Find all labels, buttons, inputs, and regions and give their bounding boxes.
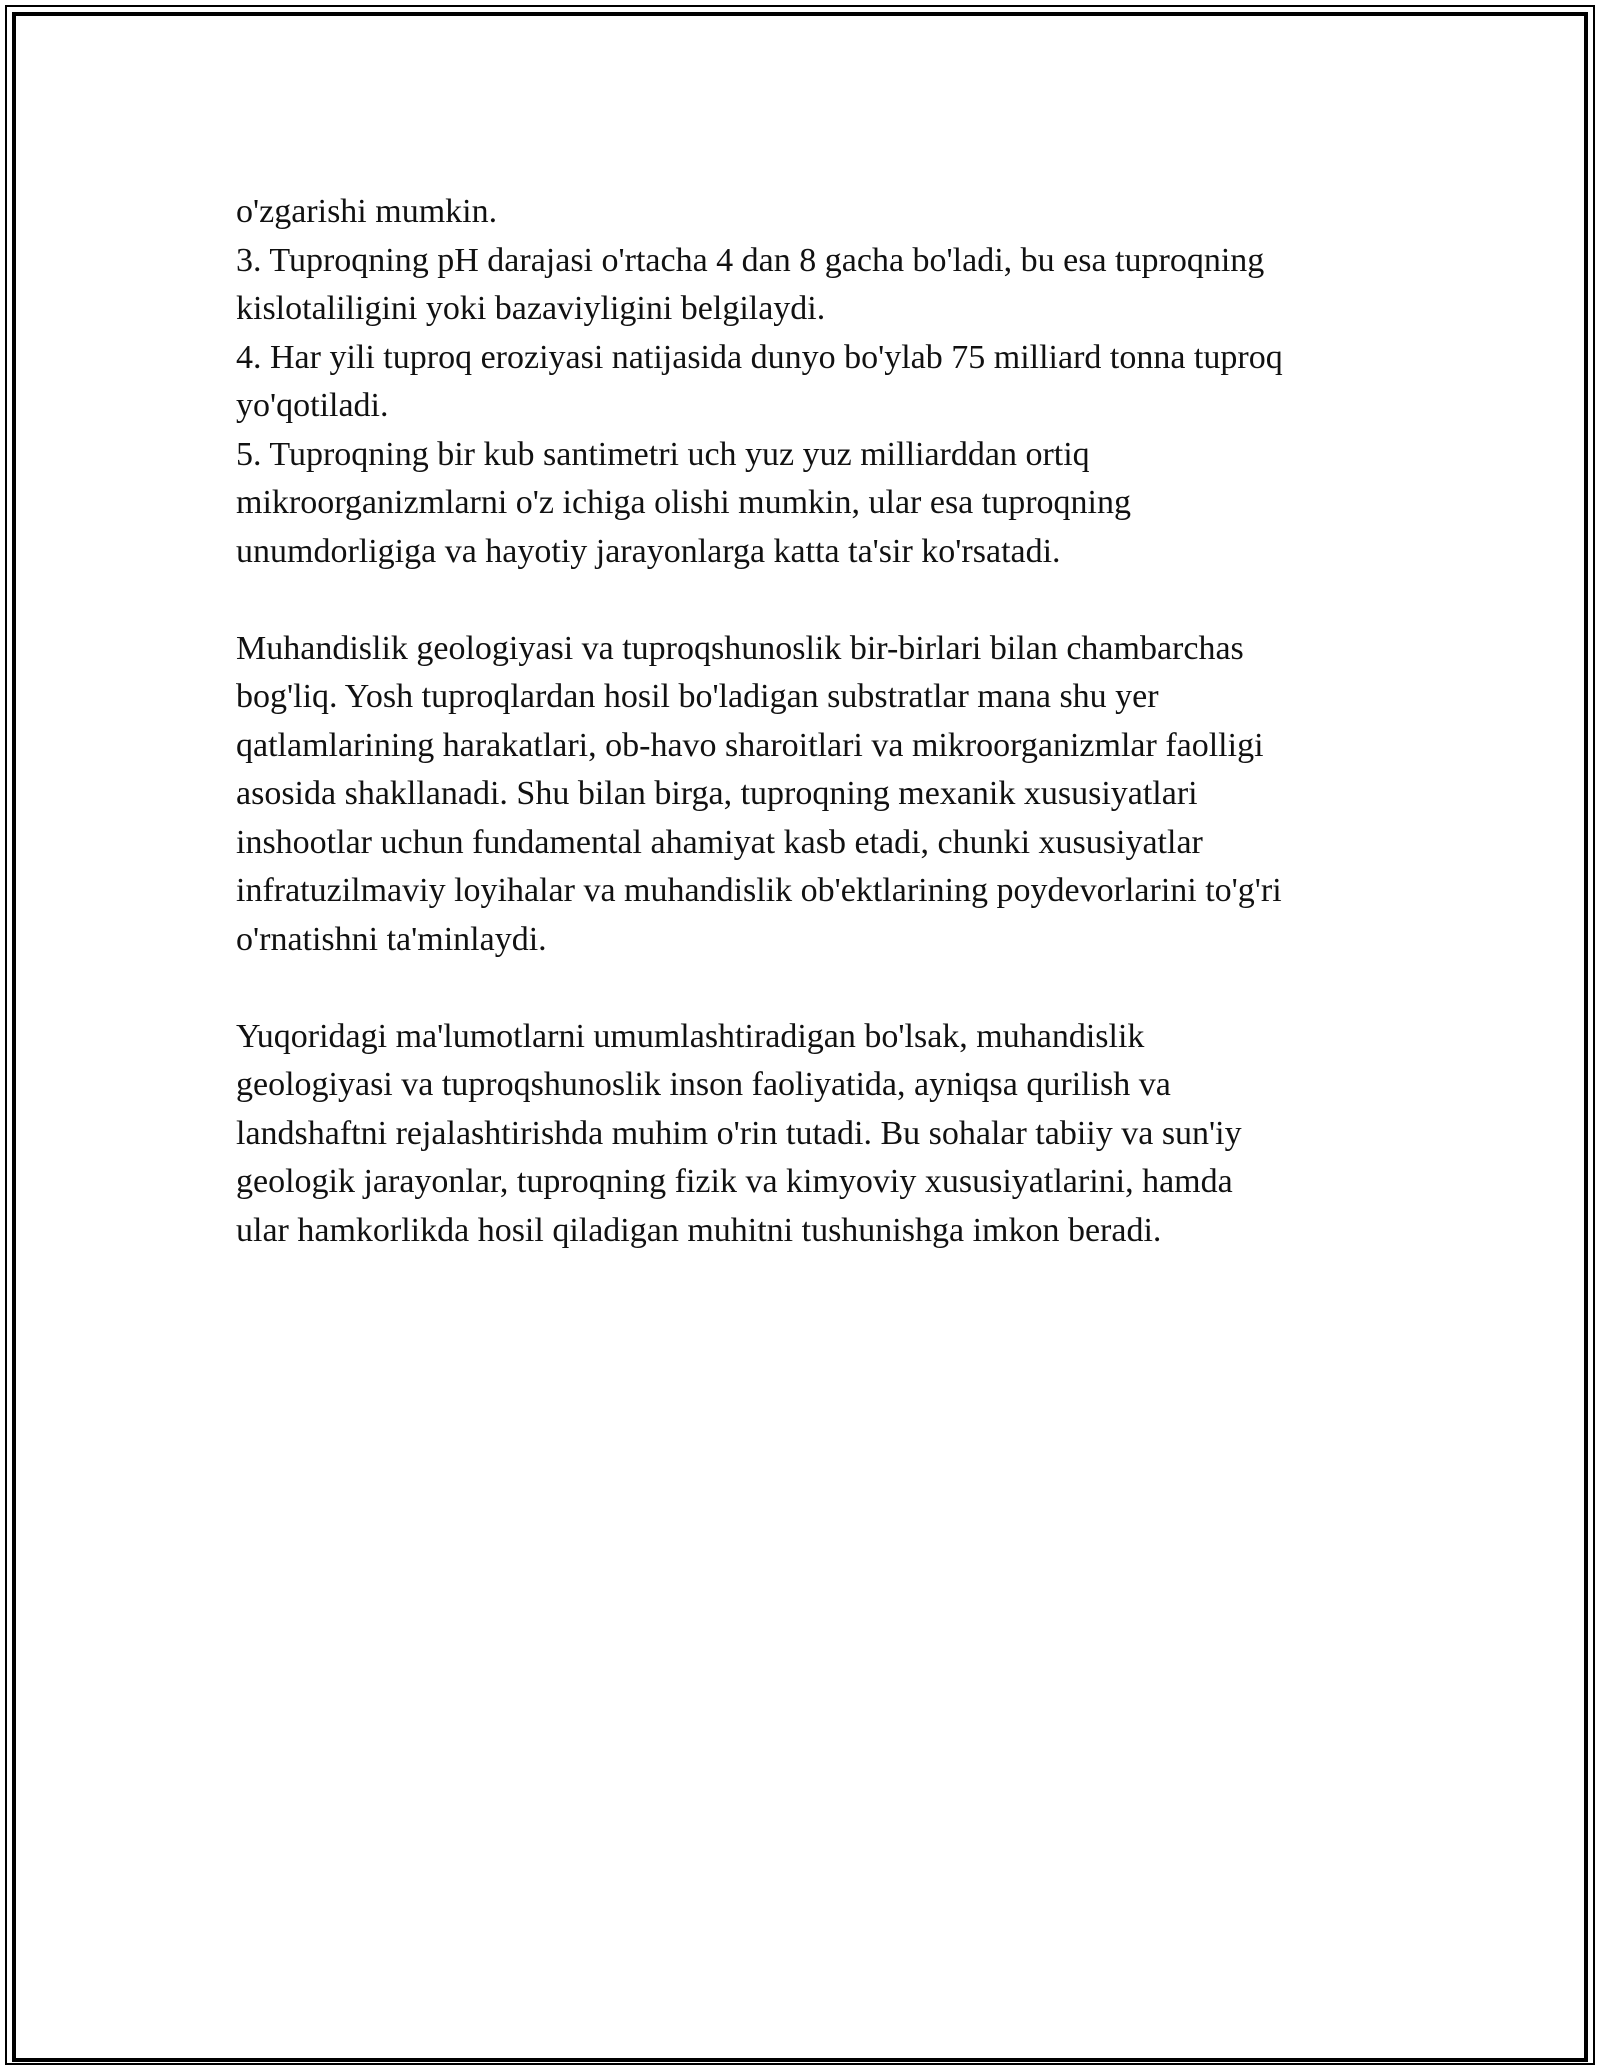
text-line: ular hamkorlikda hosil qiladigan muhitni tushunishga imkon beradi. xyxy=(236,1211,1162,1249)
text-line: asosida shakllanadi. Shu bilan birga, tuproqning mexanik xususiyatlari xyxy=(236,775,1198,812)
text-line: geologik jarayonlar, tuproqning fizik va kimyoviy xususiyatlarini, hamda xyxy=(236,1163,1233,1200)
list-continuation xyxy=(236,188,1396,237)
text-line: 4. Har yili tuproq eroziyasi natijasida dunyo bo'ylab 75 milliard tonna tuproq xyxy=(236,338,1283,376)
text-line: landshaftni rejalashtirishda muhim o'rin tutadi. Bu sohalar tabiiy va sun'iy xyxy=(236,1114,1242,1152)
text-line: Yuqoridagi ma'lumotlarni umumlashtiradigan bo'lsak, muhandislik xyxy=(236,1017,1145,1055)
list-item-3 xyxy=(236,237,1396,334)
text-line: inshootlar uchun fundamental ahamiyat kasb etadi, chunki xususiyatlar xyxy=(236,823,1203,861)
paragraph-spacer xyxy=(236,964,1396,1013)
document-body xyxy=(236,188,1396,1255)
text-line: geologiyasi va tuproqshunoslik inson faoliyatida, ayniqsa qurilish va xyxy=(236,1066,1171,1103)
text-line: yo'qotiladi. xyxy=(236,387,389,424)
paragraph-conclusion xyxy=(236,1013,1396,1256)
text-line: 5. Tuproqning bir kub santimetri uch yuz yuz milliarddan ortiq xyxy=(236,435,1090,473)
paragraph-engineering-geology xyxy=(236,625,1396,965)
text-line: infratuzilmaviy loyihalar va muhandislik ob'ektlarining poydevorlarini to'g'ri xyxy=(236,872,1282,909)
text-line: kislotaliligini yoki bazaviyligini belgilaydi. xyxy=(236,290,826,327)
list-item-4 xyxy=(236,334,1396,431)
text-line: bog'liq. Yosh tuproqlardan hosil bo'ladigan substratlar mana shu yer xyxy=(236,678,1159,715)
text-line: mikroorganizmlarni o'z ichiga olishi mumkin, ular esa tuproqning xyxy=(236,484,1131,521)
text-line: unumdorligiga va hayotiy jarayonlarga katta ta'sir ko'rsatadi. xyxy=(236,532,1061,570)
text-line: qatlamlarining harakatlari, ob-havo sharoitlari va mikroorganizmlar faolligi xyxy=(236,726,1264,764)
text-line: 3. Tuproqning pH darajasi o'rtacha 4 dan 8 gacha bo'ladi, bu esa tuproqning xyxy=(236,241,1265,279)
paragraph-spacer xyxy=(236,576,1396,625)
text-line: Muhandislik geologiyasi va tuproqshunoslik bir-birlari bilan chambarchas xyxy=(236,629,1244,667)
list-item-5 xyxy=(236,431,1396,577)
text-line: o'zgarishi mumkin. xyxy=(236,193,498,230)
text-line: o'rnatishni ta'minlaydi. xyxy=(236,920,547,958)
